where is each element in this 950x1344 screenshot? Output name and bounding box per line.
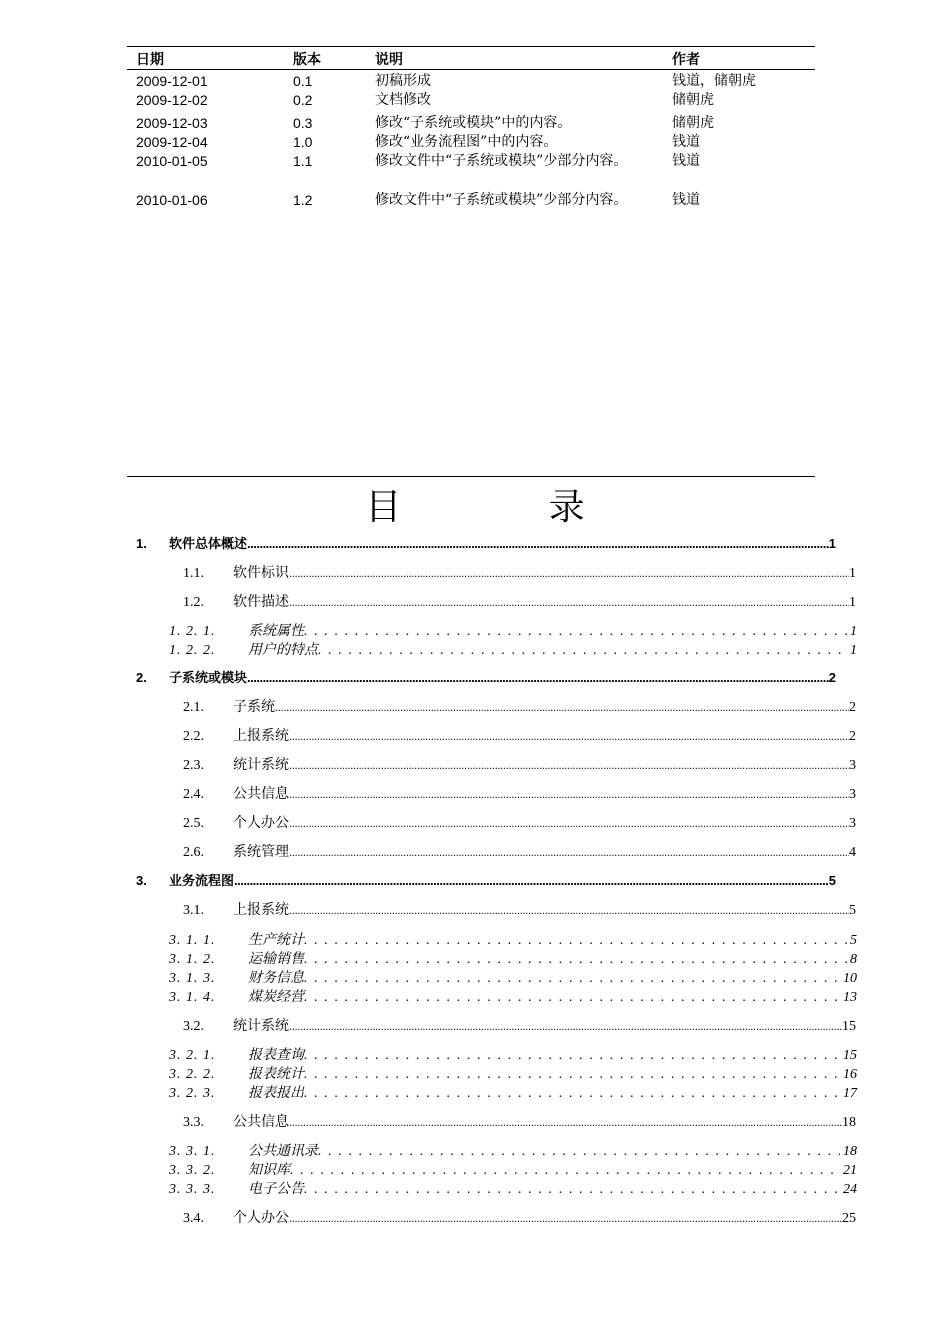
toc-entry-number: 3.1. <box>183 903 204 918</box>
toc-dot-leader <box>289 728 849 744</box>
row-description: 修改“子系统或模块”中的内容。 <box>375 115 572 131</box>
toc-entry-page: 8 <box>850 952 857 967</box>
toc-entry-page: 15 <box>842 1019 856 1034</box>
toc-entry-number: 2.3. <box>183 758 204 773</box>
toc-entry-page: 5 <box>828 873 836 888</box>
row-date: 2010-01-06 <box>136 192 208 208</box>
toc-entry-page: 5 <box>849 903 856 918</box>
toc-entry[interactable] <box>136 533 836 552</box>
toc-dot-leader <box>289 757 849 773</box>
toc-entry[interactable] <box>136 870 836 889</box>
toc-entry-label: 报表统计 <box>248 1066 304 1082</box>
toc-entry[interactable] <box>183 1015 856 1035</box>
toc-entry-page: 21 <box>843 1163 857 1178</box>
toc-entry-page: 2 <box>828 670 836 685</box>
row-date: 2009-12-02 <box>136 92 208 108</box>
toc-entry-label: 系统管理 <box>233 844 289 860</box>
row-version: 0.2 <box>293 92 313 108</box>
row-author: 钱道 <box>672 134 700 150</box>
header-date: 日期 <box>136 51 164 67</box>
toc-entry-number: 2.5. <box>183 816 204 831</box>
row-version: 1.0 <box>293 134 313 150</box>
toc-entry-number: 1.1. <box>183 566 204 581</box>
table-top-rule <box>127 46 815 47</box>
toc-entry-number: 3. 1. 4. <box>169 990 216 1005</box>
toc-entry-label: 子系统或模块 <box>169 670 248 685</box>
toc-entry[interactable] <box>183 725 856 745</box>
toc-entry[interactable] <box>183 812 856 832</box>
toc-entry[interactable] <box>169 1063 857 1083</box>
toc-dot-leader <box>289 786 849 802</box>
toc-entry[interactable] <box>169 1159 857 1179</box>
row-date: 2009-12-03 <box>136 115 208 131</box>
row-author: 储朝虎 <box>672 115 714 131</box>
toc-dot-leader <box>247 536 829 551</box>
row-date: 2009-12-01 <box>136 73 208 89</box>
toc-entry[interactable] <box>169 1178 857 1198</box>
toc-entry-number: 2.4. <box>183 787 204 802</box>
toc-entry-number: 2.6. <box>183 845 204 860</box>
toc-entry-page: 1 <box>850 643 857 658</box>
toc-entry-number: 3. 3. 2. <box>169 1163 216 1178</box>
toc-dot-leader <box>234 873 829 888</box>
toc-entry-label: 煤炭经营 <box>248 989 304 1005</box>
toc-entry-number: 3. 2. 2. <box>169 1067 216 1082</box>
toc-entry-label: 公共通讯录 <box>248 1143 318 1159</box>
toc-entry-label: 知识库 <box>248 1162 290 1178</box>
row-description: 修改“业务流程图”中的内容。 <box>375 134 558 150</box>
toc-entry[interactable] <box>183 696 856 716</box>
toc-entry[interactable] <box>183 841 856 861</box>
toc-dot-leader <box>289 815 849 831</box>
toc-entry-page: 13 <box>843 990 857 1005</box>
toc-dot-leader <box>290 1162 840 1179</box>
toc-entry[interactable] <box>169 1044 857 1064</box>
header-version: 版本 <box>293 51 321 67</box>
toc-entry-label: 公共信息 <box>233 786 289 802</box>
toc-entry-page: 3 <box>849 816 856 831</box>
toc-entry-number: 3. 2. 3. <box>169 1086 216 1101</box>
toc-dot-leader <box>304 1181 840 1198</box>
toc-entry[interactable] <box>183 562 856 582</box>
toc-entry-label: 上报系统 <box>233 728 289 744</box>
toc-entry-label: 运输销售 <box>248 951 304 967</box>
row-author: 储朝虎 <box>672 92 714 108</box>
row-version: 1.2 <box>293 192 313 208</box>
row-version: 1.1 <box>293 153 313 169</box>
toc-entry-label: 报表查询 <box>248 1047 304 1063</box>
toc-entry-page: 15 <box>843 1048 857 1063</box>
toc-entry-number: 1. <box>136 536 147 551</box>
row-description: 文档修改 <box>375 92 431 108</box>
toc-entry-number: 1. 2. 2. <box>169 643 216 658</box>
toc-entry[interactable] <box>169 1140 857 1160</box>
toc-entry-page: 2 <box>849 729 856 744</box>
toc-entry-page: 25 <box>842 1211 856 1226</box>
toc-entry-number: 3. <box>136 873 147 888</box>
toc-entry[interactable] <box>183 1111 856 1131</box>
toc-top-rule <box>127 476 815 477</box>
table-header-rule <box>127 69 815 70</box>
toc-entry-number: 1.2. <box>183 595 204 610</box>
toc-entry-number: 2.1. <box>183 700 204 715</box>
toc-entry[interactable] <box>183 1207 856 1227</box>
toc-dot-leader <box>275 699 849 715</box>
row-date: 2009-12-04 <box>136 134 208 150</box>
toc-entry[interactable] <box>169 948 857 968</box>
toc-dot-leader <box>304 1085 840 1102</box>
toc-entry-label: 生产统计 <box>248 932 304 948</box>
toc-entry-page: 5 <box>850 933 857 948</box>
toc-dot-leader <box>318 642 847 659</box>
row-date: 2010-01-05 <box>136 153 208 169</box>
toc-entry-label: 软件描述 <box>233 594 289 610</box>
toc-dot-leader <box>289 844 849 860</box>
toc-entry[interactable] <box>183 899 856 919</box>
toc-entry-page: 4 <box>849 845 856 860</box>
toc-entry-label: 个人办公 <box>233 1210 289 1226</box>
toc-entry-number: 2.2. <box>183 729 204 744</box>
row-description: 修改文件中“子系统或模块”少部分内容。 <box>375 153 628 169</box>
header-description: 说明 <box>375 51 403 67</box>
toc-entry-label: 统计系统 <box>233 757 289 773</box>
toc-dot-leader <box>289 902 849 918</box>
toc-entry-label: 系统属性 <box>248 623 304 639</box>
toc-entry-number: 3. 1. 3. <box>169 971 216 986</box>
toc-dot-leader <box>318 1143 840 1160</box>
toc-entry[interactable] <box>169 986 857 1006</box>
toc-entry-label: 统计系统 <box>233 1018 289 1034</box>
toc-dot-leader <box>304 1047 840 1064</box>
toc-entry-page: 1 <box>849 595 856 610</box>
toc-entry-number: 3. 2. 1. <box>169 1048 216 1063</box>
toc-entry-page: 1 <box>850 624 857 639</box>
toc-entry[interactable] <box>169 929 857 949</box>
toc-entry-page: 24 <box>843 1182 857 1197</box>
toc-entry-label: 软件标识 <box>233 565 289 581</box>
toc-dot-leader <box>289 1114 842 1130</box>
toc-entry[interactable] <box>169 620 857 640</box>
toc-entry-label: 公共信息 <box>233 1114 289 1130</box>
toc-dot-leader <box>289 1210 842 1226</box>
toc-entry-label: 报表报出 <box>248 1085 304 1101</box>
row-author: 钱道 <box>672 192 700 208</box>
toc-entry-page: 16 <box>843 1067 857 1082</box>
toc-entry-number: 3. 1. 1. <box>169 933 216 948</box>
toc-entry[interactable] <box>183 754 856 774</box>
toc-entry-number: 3. 1. 2. <box>169 952 216 967</box>
toc-entry[interactable] <box>183 783 856 803</box>
toc-entry-page: 1 <box>849 566 856 581</box>
toc-dot-leader <box>304 970 840 987</box>
header-author: 作者 <box>672 51 700 67</box>
toc-entry-page: 17 <box>843 1086 857 1101</box>
toc-entry-label: 财务信息 <box>248 970 304 986</box>
toc-entry-page: 18 <box>843 1144 857 1159</box>
toc-entry-label: 电子公告 <box>248 1181 304 1197</box>
row-author: 钱道，储朝虎 <box>672 73 756 89</box>
toc-dot-leader <box>289 565 849 581</box>
row-description: 修改文件中“子系统或模块”少部分内容。 <box>375 192 628 208</box>
toc-dot-leader <box>289 1018 842 1034</box>
toc-entry-label: 子系统 <box>233 699 275 715</box>
toc-entry-number: 2. <box>136 670 147 685</box>
toc-entry-page: 18 <box>842 1115 856 1130</box>
toc-entry-label: 业务流程图 <box>169 873 235 888</box>
toc-entry-number: 3. 3. 3. <box>169 1182 216 1197</box>
toc-entry-number: 1. 2. 1. <box>169 624 216 639</box>
toc-dot-leader <box>304 1066 840 1083</box>
toc-entry-page: 10 <box>843 971 857 986</box>
toc-entry-label: 软件总体概述 <box>169 536 248 551</box>
toc-entry-number: 3. 3. 1. <box>169 1144 216 1159</box>
toc-entry-number: 3.3. <box>183 1115 204 1130</box>
toc-dot-leader <box>304 932 847 949</box>
toc-dot-leader <box>304 989 840 1006</box>
toc-entry-label: 上报系统 <box>233 902 289 918</box>
toc-dot-leader <box>304 623 847 640</box>
toc-entry[interactable] <box>169 639 857 659</box>
toc-entry-page: 1 <box>828 536 836 551</box>
toc-entry[interactable] <box>169 967 857 987</box>
toc-entry-number: 3.4. <box>183 1211 204 1226</box>
row-description: 初稿形成 <box>375 73 431 89</box>
toc-entry-page: 2 <box>849 700 856 715</box>
toc-dot-leader <box>304 951 847 968</box>
toc-dot-leader <box>289 594 849 610</box>
toc-entry-label: 用户的特点 <box>248 642 318 658</box>
toc-entry-page: 3 <box>849 758 856 773</box>
row-version: 0.3 <box>293 115 313 131</box>
toc-entry-number: 3.2. <box>183 1019 204 1034</box>
toc-entry-page: 3 <box>849 787 856 802</box>
toc-entry[interactable] <box>136 667 836 686</box>
toc-entry[interactable] <box>169 1082 857 1102</box>
toc-dot-leader <box>247 670 829 685</box>
row-version: 0.1 <box>293 73 313 89</box>
toc-title: 目 录 <box>365 487 653 528</box>
toc-entry[interactable] <box>183 591 856 611</box>
row-author: 钱道 <box>672 153 700 169</box>
toc-entry-label: 个人办公 <box>233 815 289 831</box>
